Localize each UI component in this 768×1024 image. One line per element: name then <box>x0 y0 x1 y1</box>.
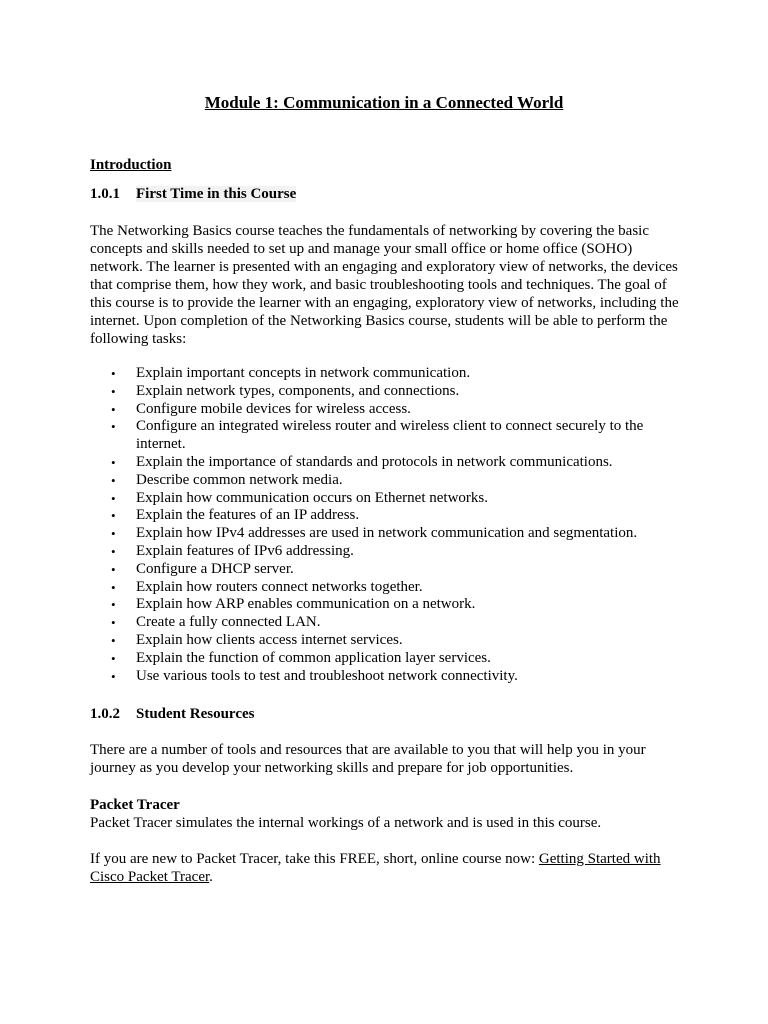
bullet-icon: • <box>111 597 116 613</box>
bullet-icon: • <box>111 650 116 666</box>
intro-paragraph: The Networking Basics course teaches the fundamentals of networking by covering the basic concepts and skills needed to set up and manage your small office or home office (SOHO) network. The learner is presented with an engaging and exploratory view of networks, the devices that comprise them, how they work, and basic troubleshooting tools and techniques. The goal of this course is to provide the learner with an engaging, exploratory view of networks, including the internet. Upon completion of the Networking Basics course, students will be able to perform the following tasks: <box>90 223 679 347</box>
new-user-prefix: If you are new to Packet Tracer, take this FREE, short, online course now: <box>90 851 539 867</box>
bullet-icon: • <box>111 668 116 684</box>
task-text: Explain the importance of standards and protocols in network communications. <box>136 453 613 470</box>
task-list-item <box>90 596 680 614</box>
task-list-item <box>90 401 680 419</box>
task-text: Describe common network media. <box>136 471 343 488</box>
task-text: Use various tools to test and troubleshoot network connectivity. <box>136 667 518 684</box>
sentence-end: . <box>209 869 213 885</box>
section-heading-1-0-2 <box>90 704 254 724</box>
task-text: Explain network types, components, and connections. <box>136 382 460 399</box>
bullet-icon: • <box>111 615 116 631</box>
task-list-item <box>90 490 680 508</box>
bullet-icon: • <box>111 383 116 399</box>
task-list-item <box>90 543 680 561</box>
packet-tracer-description: Packet Tracer simulates the internal workings of a network and is used in this course. <box>90 815 602 831</box>
bullet-icon: • <box>111 508 116 524</box>
bullet-icon: • <box>111 543 116 559</box>
task-text: Explain how communication occurs on Ethernet networks. <box>136 489 488 506</box>
section-heading-1-0-1 <box>90 184 296 204</box>
task-list <box>90 365 680 685</box>
task-text: Explain how ARP enables communication on a network. <box>136 596 476 613</box>
task-text: Create a fully connected LAN. <box>136 614 321 631</box>
bullet-icon: • <box>111 490 116 506</box>
task-list-item <box>90 579 680 597</box>
task-list-item <box>90 472 680 490</box>
task-list-item <box>90 507 680 525</box>
task-text: Explain features of IPv6 addressing. <box>136 542 354 559</box>
task-text: Explain important concepts in network communication. <box>136 365 471 381</box>
task-list-item <box>90 365 680 383</box>
task-text: Explain how IPv4 addresses are used in network communication and segmentation. <box>136 525 638 542</box>
task-list-item <box>90 650 680 668</box>
task-text: Configure a DHCP server. <box>136 560 294 577</box>
task-list-item <box>90 454 680 472</box>
task-list-item <box>90 383 680 401</box>
bullet-icon: • <box>111 632 116 648</box>
bullet-icon: • <box>111 401 116 417</box>
bullet-icon: • <box>111 419 116 435</box>
getting-started-link[interactable]: Getting Started with Cisco Packet Tracer <box>90 851 661 885</box>
section-title: First Time in this Course <box>136 186 297 202</box>
task-text: Explain the features of an IP address. <box>136 507 360 524</box>
section-number: 1.0.1 <box>90 186 120 202</box>
task-list-item <box>90 561 680 579</box>
task-list-item <box>90 668 680 686</box>
bullet-icon: • <box>111 526 116 542</box>
task-text: Explain how clients access internet services. <box>136 631 403 648</box>
section-number: 1.0.2 <box>90 706 120 722</box>
task-list-item <box>90 418 680 454</box>
bullet-icon: • <box>111 472 116 488</box>
bullet-icon: • <box>111 454 116 470</box>
bullet-icon: • <box>111 366 116 381</box>
task-text: Explain how routers connect networks together. <box>136 578 423 595</box>
bullet-icon: • <box>111 579 116 595</box>
task-text: Explain the function of common application layer services. <box>136 649 491 666</box>
task-list-item <box>90 525 680 543</box>
task-list-item <box>90 632 680 650</box>
section-title: Student Resources <box>136 706 255 722</box>
introduction-heading: Introduction <box>90 157 172 173</box>
task-list-item <box>90 614 680 632</box>
bullet-icon: • <box>111 561 116 577</box>
task-text: Configure mobile devices for wireless access. <box>136 400 411 417</box>
page-title: Module 1: Communication in a Connected World <box>204 93 564 112</box>
resources-paragraph: There are a number of tools and resources that are available to you that will help you in your journey as you develop your networking skills and prepare for job opportunities. <box>90 742 646 776</box>
packet-tracer-heading: Packet Tracer <box>90 797 180 813</box>
task-text: Configure an integrated wireless router and wireless client to connect securely to the internet. <box>136 418 644 453</box>
packet-tracer-new-user-text <box>90 850 680 886</box>
